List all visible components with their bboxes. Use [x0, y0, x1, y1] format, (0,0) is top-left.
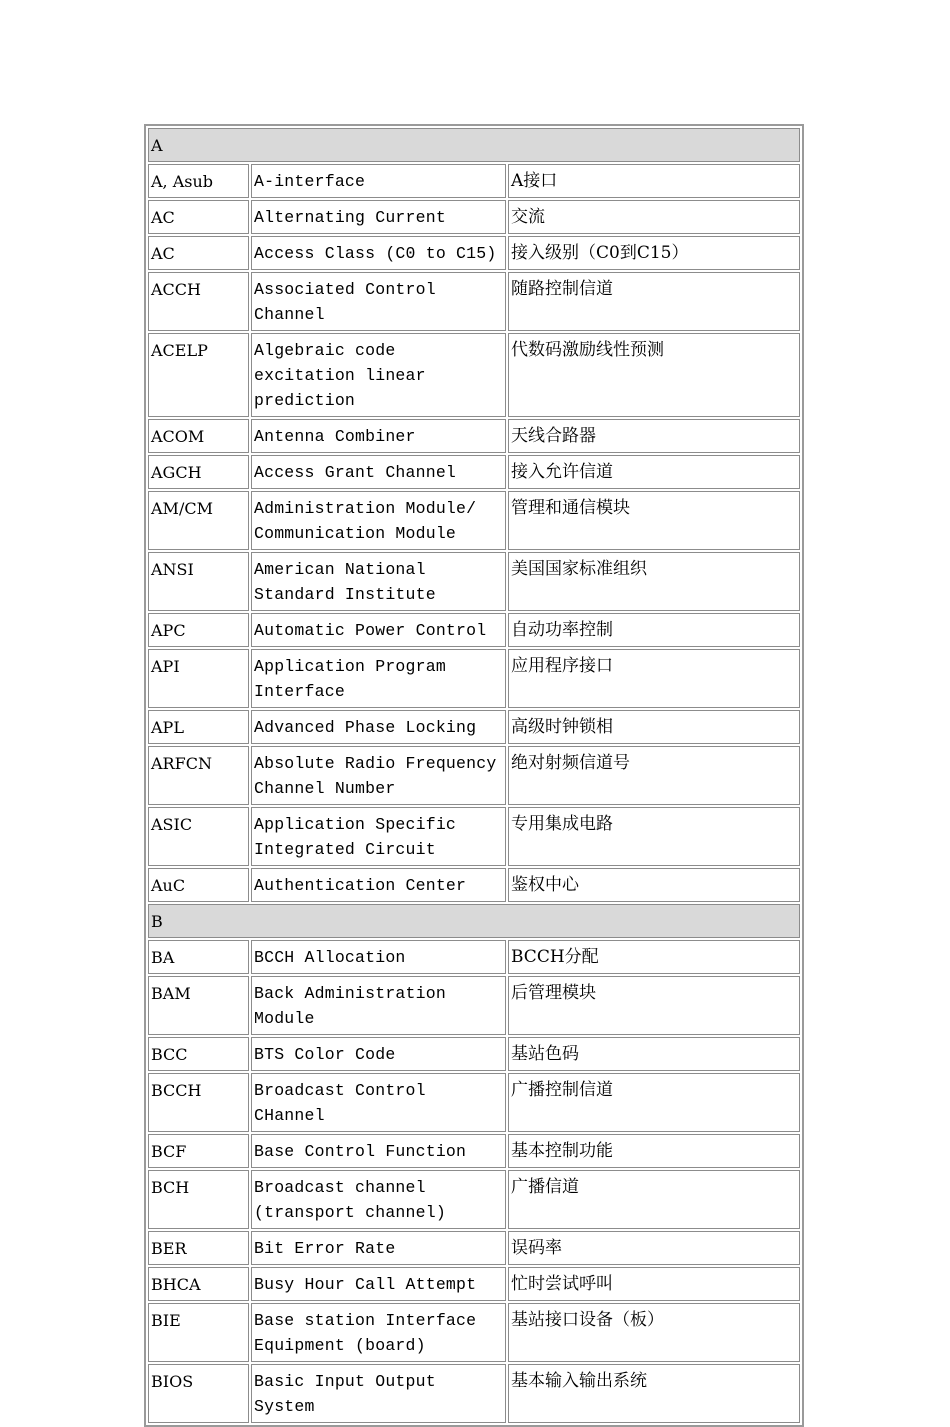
abbreviation-cell: BCH: [148, 1170, 249, 1229]
full-term-cell: A-interface: [251, 164, 506, 198]
full-term-cell: Associated Control Channel: [251, 272, 506, 331]
full-term-cell: Back Administration Module: [251, 976, 506, 1035]
full-term-cell: Administration Module/ Communication Module: [251, 491, 506, 550]
full-term-cell: Automatic Power Control: [251, 613, 506, 647]
full-term-cell: Access Class (C0 to C15): [251, 236, 506, 270]
abbreviation-cell: ACCH: [148, 272, 249, 331]
abbreviation-cell: AC: [148, 236, 249, 270]
chinese-term-cell: 鉴权中心: [508, 868, 800, 902]
table-row: [148, 455, 800, 489]
abbreviation-cell: BCC: [148, 1037, 249, 1071]
abbreviation-cell: BA: [148, 940, 249, 974]
chinese-term-cell: 接入级别（C0到C15）: [508, 236, 800, 270]
table-row: [148, 1037, 800, 1071]
full-term-cell: Busy Hour Call Attempt: [251, 1267, 506, 1301]
full-term-cell: Absolute Radio Frequency Channel Number: [251, 746, 506, 805]
section-letter: A: [148, 128, 800, 162]
chinese-term-cell: 交流: [508, 200, 800, 234]
glossary-table: [144, 124, 804, 1427]
table-row: [148, 164, 800, 198]
abbreviation-cell: BER: [148, 1231, 249, 1265]
full-term-cell: Bit Error Rate: [251, 1231, 506, 1265]
table-row: [148, 236, 800, 270]
chinese-term-cell: 接入允许信道: [508, 455, 800, 489]
chinese-term-cell: 基本输入输出系统: [508, 1364, 800, 1423]
full-term-cell: Broadcast Control CHannel: [251, 1073, 506, 1132]
abbreviation-cell: AM/CM: [148, 491, 249, 550]
table-row: [148, 200, 800, 234]
table-row: [148, 976, 800, 1035]
abbreviation-cell: BHCA: [148, 1267, 249, 1301]
chinese-term-cell: 高级时钟锁相: [508, 710, 800, 744]
full-term-cell: Authentication Center: [251, 868, 506, 902]
abbreviation-cell: AuC: [148, 868, 249, 902]
chinese-term-cell: 绝对射频信道号: [508, 746, 800, 805]
full-term-cell: Base station Interface Equipment (board): [251, 1303, 506, 1362]
full-term-cell: Application Specific Integrated Circuit: [251, 807, 506, 866]
full-term-cell: Application Program Interface: [251, 649, 506, 708]
chinese-term-cell: A接口: [508, 164, 800, 198]
chinese-term-cell: 忙时尝试呼叫: [508, 1267, 800, 1301]
abbreviation-cell: BCF: [148, 1134, 249, 1168]
full-term-cell: Advanced Phase Locking: [251, 710, 506, 744]
chinese-term-cell: 美国国家标准组织: [508, 552, 800, 611]
table-row: [148, 868, 800, 902]
chinese-term-cell: 广播信道: [508, 1170, 800, 1229]
abbreviation-cell: APC: [148, 613, 249, 647]
full-term-cell: Antenna Combiner: [251, 419, 506, 453]
abbreviation-cell: A, Asub: [148, 164, 249, 198]
chinese-term-cell: 后管理模块: [508, 976, 800, 1035]
full-term-cell: American National Standard Institute: [251, 552, 506, 611]
table-row: [148, 1303, 800, 1362]
chinese-term-cell: 基站接口设备（板）: [508, 1303, 800, 1362]
chinese-term-cell: BCCH分配: [508, 940, 800, 974]
abbreviation-cell: BIE: [148, 1303, 249, 1362]
table-row: [148, 746, 800, 805]
full-term-cell: Base Control Function: [251, 1134, 506, 1168]
abbreviation-cell: API: [148, 649, 249, 708]
chinese-term-cell: 专用集成电路: [508, 807, 800, 866]
abbreviation-cell: ACELP: [148, 333, 249, 417]
full-term-cell: Access Grant Channel: [251, 455, 506, 489]
abbreviation-cell: APL: [148, 710, 249, 744]
chinese-term-cell: 代数码激励线性预测: [508, 333, 800, 417]
table-row: [148, 1073, 800, 1132]
abbreviation-cell: AC: [148, 200, 249, 234]
section-letter: B: [148, 904, 800, 938]
abbreviation-cell: BIOS: [148, 1364, 249, 1423]
full-term-cell: Broadcast channel (transport channel): [251, 1170, 506, 1229]
table-row: [148, 1364, 800, 1423]
table-row: [148, 940, 800, 974]
chinese-term-cell: 随路控制信道: [508, 272, 800, 331]
table-row: [148, 1170, 800, 1229]
abbreviation-cell: ACOM: [148, 419, 249, 453]
section-header-row: [148, 128, 800, 162]
abbreviation-cell: ARFCN: [148, 746, 249, 805]
table-row: [148, 649, 800, 708]
full-term-cell: Alternating Current: [251, 200, 506, 234]
table-row: [148, 1231, 800, 1265]
table-row: [148, 1134, 800, 1168]
full-term-cell: BTS Color Code: [251, 1037, 506, 1071]
chinese-term-cell: 天线合路器: [508, 419, 800, 453]
table-row: [148, 1267, 800, 1301]
chinese-term-cell: 自动功率控制: [508, 613, 800, 647]
chinese-term-cell: 应用程序接口: [508, 649, 800, 708]
abbreviation-cell: BCCH: [148, 1073, 249, 1132]
chinese-term-cell: 广播控制信道: [508, 1073, 800, 1132]
table-row: [148, 710, 800, 744]
abbreviation-cell: BAM: [148, 976, 249, 1035]
table-row: [148, 491, 800, 550]
table-row: [148, 419, 800, 453]
abbreviation-cell: ANSI: [148, 552, 249, 611]
glossary-body: [148, 128, 800, 1423]
chinese-term-cell: 误码率: [508, 1231, 800, 1265]
table-row: [148, 552, 800, 611]
abbreviation-cell: AGCH: [148, 455, 249, 489]
table-row: [148, 613, 800, 647]
table-row: [148, 807, 800, 866]
table-row: [148, 333, 800, 417]
chinese-term-cell: 基本控制功能: [508, 1134, 800, 1168]
section-header-row: [148, 904, 800, 938]
abbreviation-cell: ASIC: [148, 807, 249, 866]
chinese-term-cell: 管理和通信模块: [508, 491, 800, 550]
full-term-cell: BCCH Allocation: [251, 940, 506, 974]
full-term-cell: Algebraic code excitation linear prediction: [251, 333, 506, 417]
table-row: [148, 272, 800, 331]
full-term-cell: Basic Input Output System: [251, 1364, 506, 1423]
chinese-term-cell: 基站色码: [508, 1037, 800, 1071]
